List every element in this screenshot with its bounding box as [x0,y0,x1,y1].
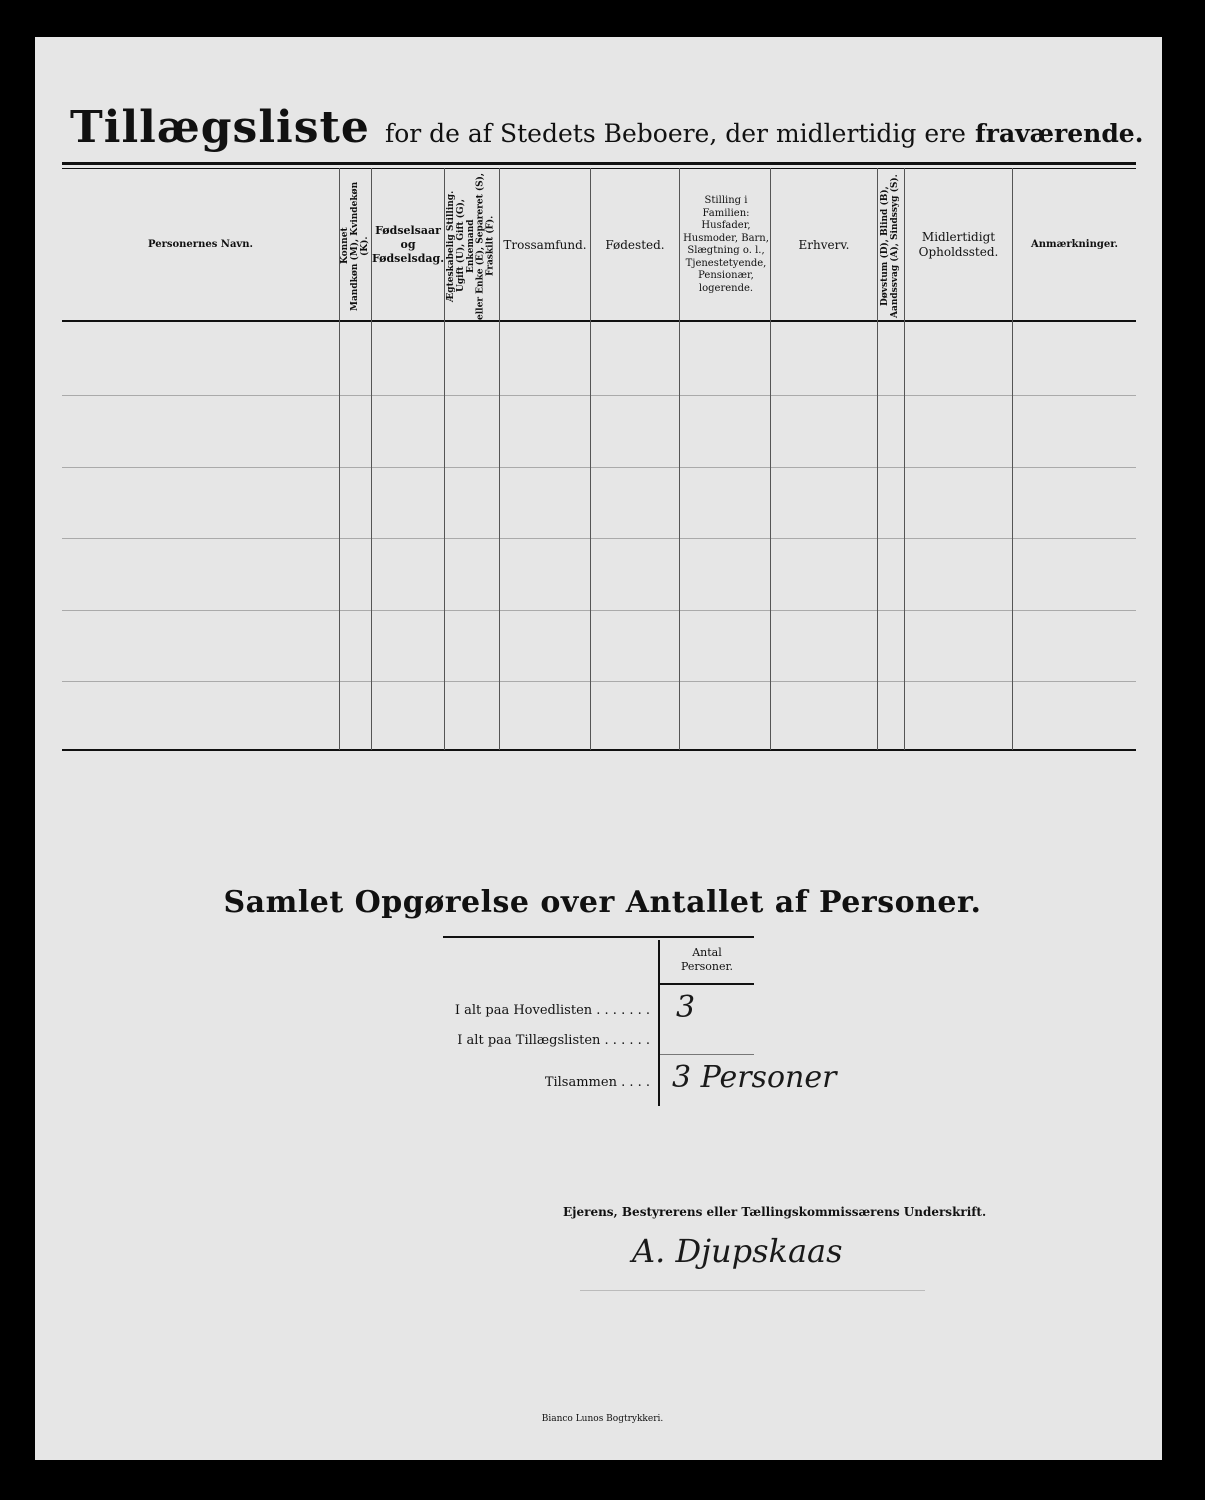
row-divider [62,681,1136,682]
main-list-label: I alt paa Hovedlisten . . . . . . . [454,1003,650,1018]
row-divider [62,538,1136,539]
row-divider [62,467,1136,468]
row-divider [62,610,1136,611]
subtotal-rule [660,1054,754,1055]
table-top-rule-thin [62,168,1136,169]
main-list-count: 3 [676,990,696,1025]
header-gender: Konnet Mandkøn (M), Kvindekøn (K). [339,181,370,311]
count-header-rule [660,983,754,985]
summary-top-rule [443,936,754,938]
header-birthplace: Fødested. [605,237,665,252]
summary-title: Samlet Opgørelse over Antallet af Personer. [223,885,982,920]
header-remarks: Anmærkninger. [1030,238,1119,250]
table-bottom-rule [62,749,1136,751]
supplement-list-label: I alt paa Tillægslisten . . . . . . [457,1033,650,1048]
form-title [70,102,1144,153]
total-label: Tilsammen . . . . [544,1075,650,1090]
signature-line [580,1290,925,1291]
header-disability: Døvstum (D), Blind (B), Aandssvag (A), Sindssyg (S). [880,174,900,318]
row-divider [62,395,1136,396]
header-marital: Ægteskabelig Stilling. Ugift (U), Gift (G), Enkemand eller Enke (E), Separeret (S), Fraskilt (F). [446,172,496,320]
table-top-rule [62,162,1136,165]
title-rest: for de af Stedets Beboere, der midlertidig ere [384,119,966,148]
signature: A. Djupskaas [632,1232,843,1270]
title-main: Tillægsliste [70,102,370,153]
header-temp-residence: Midlertidigt Opholdssted. [918,230,999,259]
summary-vertical-rule [658,940,660,1106]
signature-label: Ejerens, Bestyrerens eller Tællingskommissærens Underskrift. [563,1205,987,1219]
header-birth: Fødselsaar og Fødselsdag. [371,224,445,265]
column-divider [679,168,680,750]
title-emphasis: fraværende. [975,119,1144,148]
header-name: Personernes Navn. [147,238,253,250]
total-count: 3 Personer [672,1060,837,1095]
printer-imprint: Bianco Lunos Bogtrykkeri. [541,1414,664,1424]
header-bottom-rule [62,320,1136,322]
header-occupation: Erhverv. [798,237,850,252]
header-family: Stilling i Familien: Husfader, Husmoder, Barn, Slægtning o. l., Tjenestetyende, Pensionær, logerende. [683,195,769,294]
count-header: Antal Personer. [680,946,734,974]
header-religion: Trossamfund. [503,237,587,252]
